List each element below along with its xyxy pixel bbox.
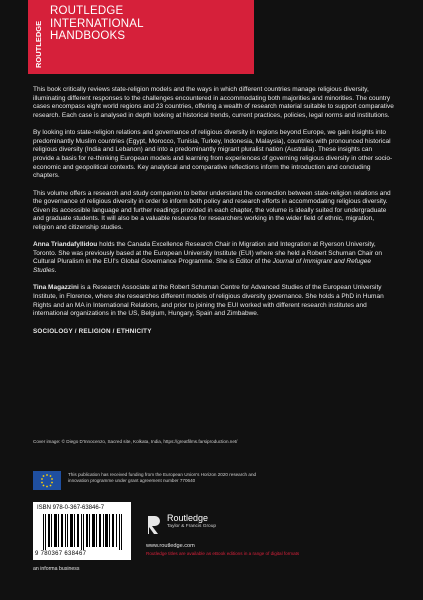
series-title bbox=[50, 5, 144, 43]
back-cover-blurb bbox=[33, 86, 395, 336]
svg-text:ROUTLEDGE: ROUTLEDGE bbox=[34, 20, 43, 68]
cover-header bbox=[0, 0, 423, 76]
barcode-bars bbox=[43, 514, 123, 550]
blurb-paragraph-2: By looking into state-religion relations and governance of religious diversity in regions beyond Europe, we gain insights into predominantly Muslim countries (Egypt, Morocco, Tunisia, Turkey, Indonesia, Malaysia), countries with pronounced historical religious diversity (India and Lebanon) and into a predominantly migrant pluralist nation (Australia). These insights can provide a basis for re-thinking European models and learning from experiences of governing religious diversity in other socio-economic and geopolitical contexts. Key analytical and comparative reflections inform the introduction and concluding chapters. bbox=[33, 129, 393, 180]
publisher-group: Taylor & Francis Group bbox=[167, 524, 217, 529]
blurb-paragraph-1: This book critically reviews state-religion models and the ways in which different countries manage religious diversity, illuminating different responses to the challenges encountered in accommodating both majorities and minorities. The country cases encompass eight world regions and 23 countries, offering a wealth of research material suitable to support comparative research. Each case is analysed in depth looking at historical trends, current practices, policies, legal norms and institutions. bbox=[33, 86, 394, 119]
series-title-line2: INTERNATIONAL bbox=[50, 17, 144, 30]
routledge-r-logo-icon bbox=[146, 514, 162, 536]
series-banner bbox=[28, 0, 254, 74]
barcode-number: 9 780367 638467 bbox=[35, 551, 87, 557]
ebook-note: Routledge titles are available as eBook editions in a range of digital formats bbox=[146, 551, 300, 556]
blurb-paragraph-3: This volume offers a research and study companion to better understand the connection between state-religion relations and the governance of religious diversity in order to inform both policy and research efforts in accommodating religious diversity. Given its accessible language and further readings provided in each chapter, the volume is ideally suited for undergraduate and graduate students. It will also be a valuable resource for researchers working in the wider field of ethnic, migration, religion and citizenship studies. bbox=[33, 189, 391, 231]
isbn-label: ISBN 978-0-367-63846-7 bbox=[37, 505, 105, 511]
series-title-line1: ROUTLEDGE bbox=[50, 5, 124, 17]
barcode bbox=[33, 502, 131, 560]
author1-journal: Journal of Immigrant and Refugee Studies bbox=[33, 258, 371, 275]
publisher-url[interactable]: www.routledge.com bbox=[146, 543, 195, 549]
author-bio-2 bbox=[33, 284, 395, 318]
author1-name: Anna Triandafyllidou bbox=[33, 241, 98, 249]
cover-image-credit: Cover image: © Diego D'Innocenzo, Sacred site, Kolkata, India, https://greatfilms.farsiproduction.net/ bbox=[33, 439, 238, 444]
author2-bio-text: is a Research Associate at the Robert Schuman Centre for Advanced Studies of the European University Institute, in Florence, where she researches different models of religious diversity governance. She holds a PhD in Human Rights and an MA in International Relations, and prior to joining the EUI worked with different research institutes and international organizations in the US, Belgium, Hungary, Spain and Zimbabwe. bbox=[33, 284, 384, 318]
publisher-name: Routledge bbox=[167, 513, 209, 523]
funding-text: This publication has received funding from the European Union's Horizon 2020 research and innovation programme under grant agreement number 770640 bbox=[68, 472, 257, 483]
author2-name: Tina Magazzini bbox=[33, 284, 79, 292]
subject-categories: SOCIOLOGY / RELIGION / ETHNICITY bbox=[33, 327, 152, 335]
author1-bio-end: . bbox=[54, 267, 57, 275]
funding-notice bbox=[33, 470, 273, 490]
series-title-line3: HANDBOOKS bbox=[50, 30, 126, 42]
author1-bio-text: holds the Canada Excellence Research Chair in Migration and Integration at Ryerson University, Toronto. She was previously based at the European University Institute (EUI) where she held a Robert Schuman Chair on Cultural Pluralism in the EUI's Global Governance Programme. She is Editor of the bbox=[33, 241, 383, 266]
eu-flag-icon bbox=[33, 471, 61, 490]
routledge-vertical-logo bbox=[31, 4, 45, 70]
author-bio-1 bbox=[33, 241, 395, 275]
informa-imprint: an informa business bbox=[33, 566, 80, 572]
